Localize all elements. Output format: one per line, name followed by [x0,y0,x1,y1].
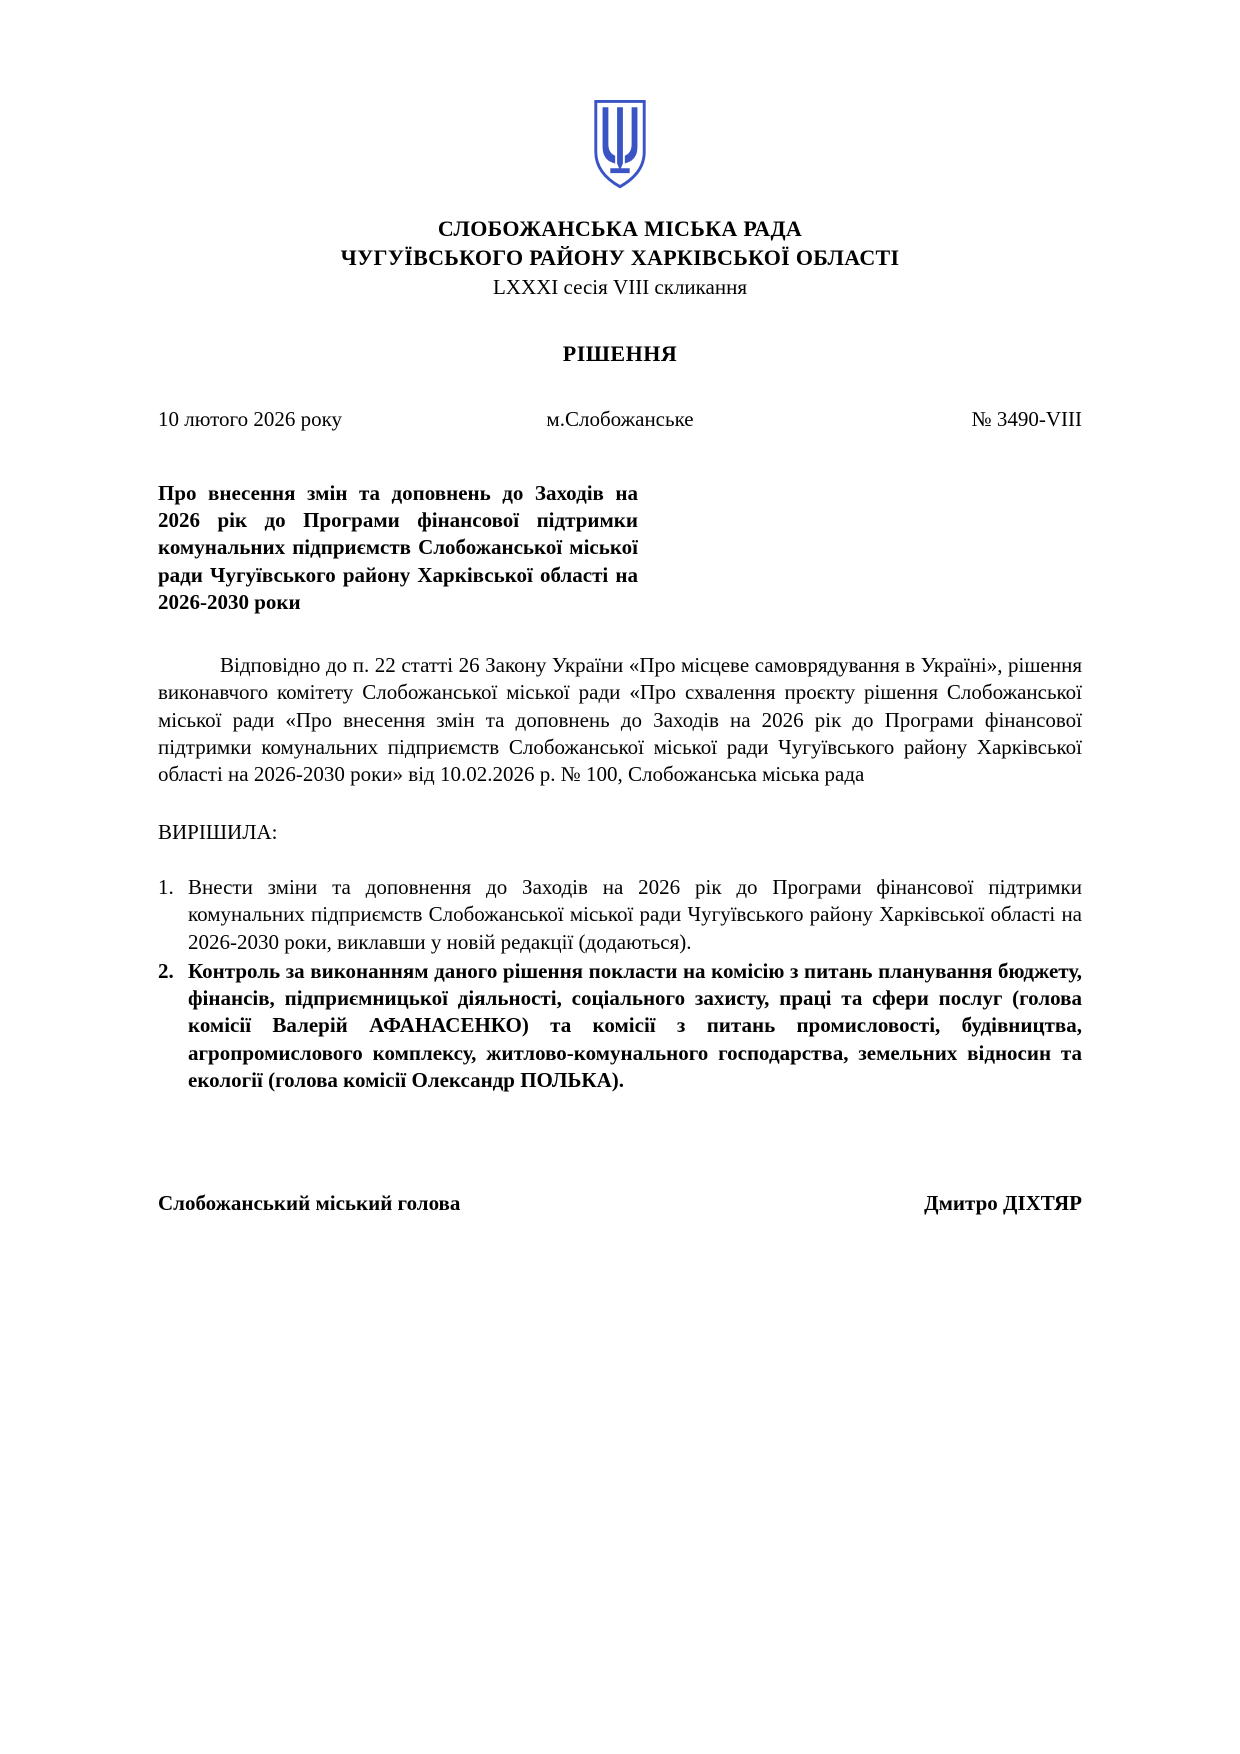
document-title: РІШЕННЯ [562,340,678,366]
preamble-paragraph: Відповідно до п. 22 статті 26 Закону України «Про місцеве самоврядування в Україні», рішення виконавчого комітету Слобожанської міської ради «Про схвалення проєкту рішення Слобожанської міської ради «Про внесення змін та доповнень до Заходів на 2026 рік до Програми фінансової підтримки комунальних підприємств Слобожанської міської ради Чугуївського району Харківської області на 2026-2030 роки» від 10.02.2026 р. № 100, Слобожанська міська рада [158,653,1082,787]
list-item-text: Контроль за виконанням даного рішення покласти на комісію з питань планування бюджету, фінансів, підприємницької діяльності, соціального захисту, праці та сфери послуг (голова комісії Валерій АФАНАСЕНКО) та комісії з питань промисловості, будівництва, агропромислового комплексу, житлово-комунального господарства, земельних відносин та екології (голова комісії Олександр ПОЛЬКА). [188,958,1082,1093]
document-place: м.Слобожанське [546,407,694,432]
list-item-text: Внести зміни та доповнення до Заходів на 2026 рік до Програми фінансової підтримки комунальних підприємств Слобожанської міської ради Чугуївського району Харківської області на 2026-2030 роки, виклавши у новій редакції (додаються). [188,874,1082,954]
document-number: № 3490-VIII [971,407,1082,432]
list-item [158,958,1082,1094]
list-item-number: 2. [158,958,174,983]
document-subject: Про внесення змін та доповнень до Заходів на 2026 рік до Програми фінансової підтримки комунальних підприємств Слобожанської міської ради Чугуївського району Харківської області на 2026-2030 роки [158,480,638,614]
ukraine-trident-icon [589,98,651,194]
emblem-trident-glyph [603,107,638,173]
meta-row [158,406,1082,433]
council-name: СЛОБОЖАНСЬКА МІСЬКА РАДА [437,216,803,242]
document-date: 10 лютого 2026 року [158,407,343,432]
emblem-container [158,98,1082,201]
resolved-label: ВИРІШИЛА: [158,819,278,844]
council-region: ЧУГУЇВСЬКОГО РАЙОНУ ХАРКІВСЬКОЇ ОБЛАСТІ [340,244,900,270]
signatory-name: Дмитро ДІХТЯР [924,1191,1082,1216]
signatory-title: Слобожанський міський голова [158,1191,461,1216]
document-header [158,215,1082,301]
session-info: LXXXI сесія VIII скликання [492,275,748,300]
signature-row [158,1190,1082,1217]
list-item-number: 1. [158,874,174,899]
resolution-list [158,874,1082,1094]
list-item [158,874,1082,956]
